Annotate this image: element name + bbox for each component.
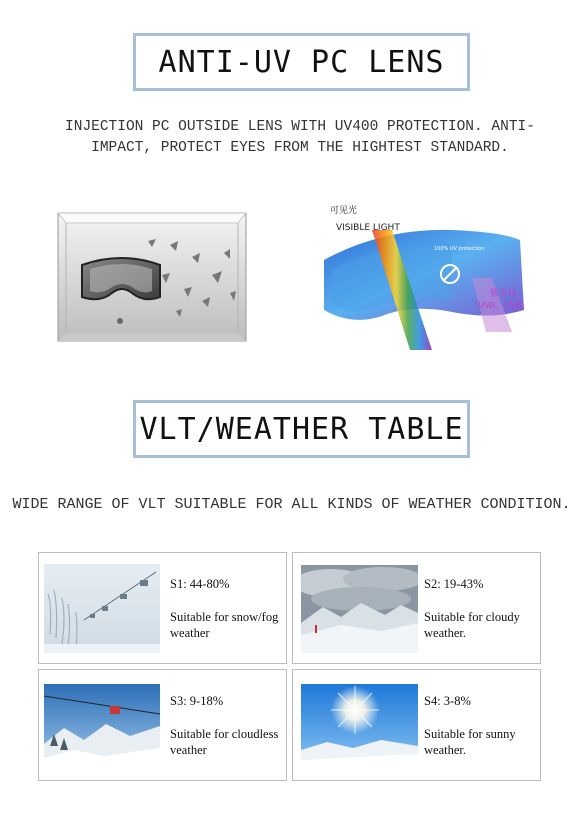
impact-test-image	[52, 205, 252, 348]
anti-uv-description: INJECTION PC OUTSIDE LENS WITH UV400 PROTECTION. ANTI-IMPACT, PROTECT EYES FROM THE HIGHTEST STANDARD.	[65, 119, 535, 156]
vlt-cell-s2	[292, 552, 541, 664]
vlt-description: WIDE RANGE OF VLT SUITABLE FOR ALL KINDS OF WEATHER CONDITION.	[12, 496, 571, 513]
vlt-range: S4: 3-8%	[424, 694, 471, 708]
cloudless-photo	[44, 684, 160, 773]
weather-description: Suitable for sunny weather.	[424, 727, 516, 757]
weather-description: Suitable for cloudy weather.	[424, 610, 520, 640]
sunny-photo	[301, 684, 418, 772]
chinese-visible-label: 可见光	[330, 206, 358, 216]
vlt-range: S2: 19-43%	[424, 577, 484, 591]
vlt-range: S3: 9-18%	[170, 694, 224, 708]
weather-description: Suitable for cloudless veather	[170, 727, 279, 757]
snow-fog-photo	[44, 564, 160, 653]
weather-description: Suitable for snow/fog weather	[170, 610, 279, 640]
section-title-vlt: VLT/WEATHER TABLE	[133, 400, 470, 458]
uv-types-label: UVA、UVB、	[478, 301, 531, 311]
vlt-range: S1: 44-80%	[170, 577, 230, 591]
vlt-cell-s4	[292, 669, 541, 781]
cloudy-photo	[301, 565, 418, 653]
visible-light-label: VISIBLE LIGHT	[336, 223, 400, 233]
vlt-cell-s3	[38, 669, 287, 781]
section-title-anti-uv: ANTI-UV PC LENS	[133, 33, 470, 91]
vlt-cell-s1	[38, 552, 287, 664]
chinese-uv-label: 紫外线	[490, 289, 518, 299]
protection-label: 100% UV protection	[434, 246, 485, 252]
uv-protection-diagram	[322, 200, 534, 358]
